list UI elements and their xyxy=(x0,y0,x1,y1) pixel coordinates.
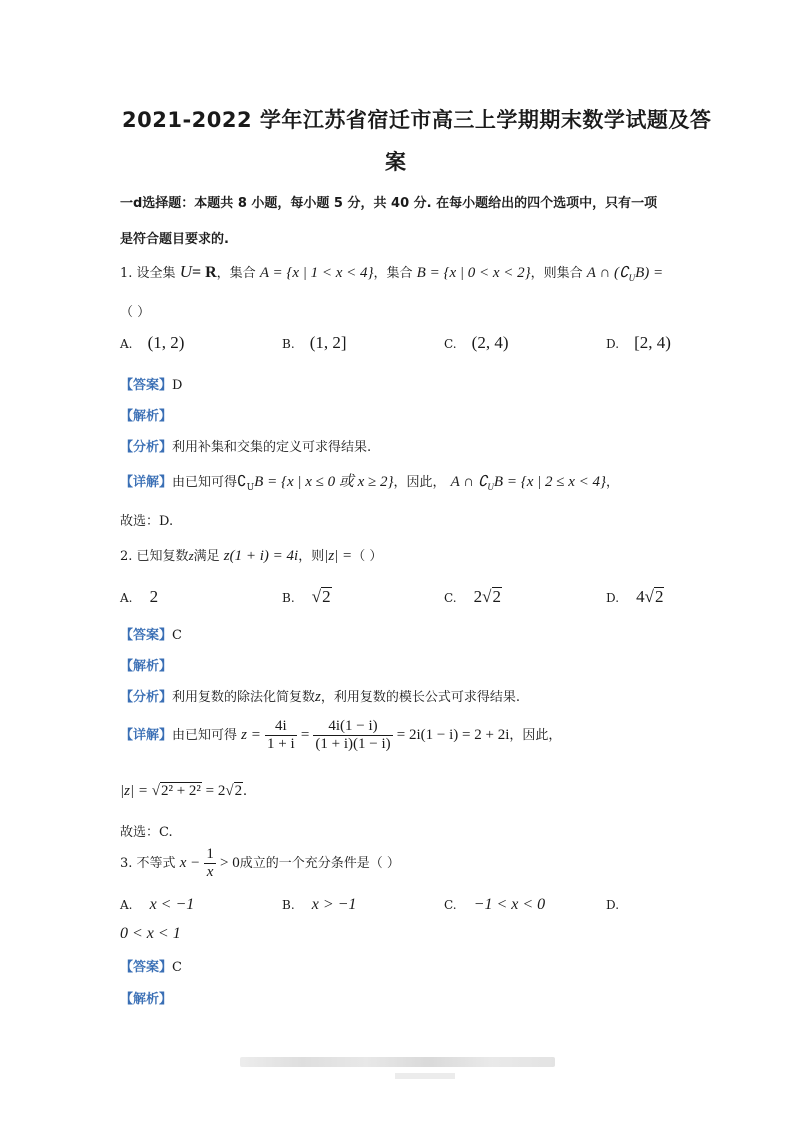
q2-choose: 故选：C. xyxy=(120,825,173,840)
q3-option-b: B. x > −1 xyxy=(282,896,357,913)
q2-option-d-value: 4√2 xyxy=(636,587,664,606)
q2-fraction-1: $\frac{4i}{1 + i}$ xyxy=(267,718,295,752)
q3-option-a: A. x < −1 xyxy=(120,896,195,913)
q2-modulus: |z| = xyxy=(324,548,353,564)
q2-option-c: C. 2√2 xyxy=(444,587,502,606)
q3-option-c-value: −1 < x < 0 xyxy=(473,896,546,913)
q2-radicand: 2² + 2² xyxy=(160,783,201,799)
q2-stem: 2. 已知复数z满足 z(1 + i) = 4i，则|z| =（ ） xyxy=(120,548,383,564)
q1-option-c-value: (2, 4) xyxy=(471,333,509,352)
q1-option-b: B. (1, 2] xyxy=(282,333,347,352)
q2-option-b-value: √2 xyxy=(311,587,331,606)
q1-option-a-value: (1, 2) xyxy=(147,333,185,352)
q2-fraction-2: $\frac{4i(1 - i)}{(1 + i)(1 - i)}$ xyxy=(315,718,391,752)
q3-answer: 【答案】C xyxy=(120,960,182,975)
section-heading-line2: 是符合题目要求的. xyxy=(120,232,229,247)
q2-modulus-calc: |z| = √2² + 2² = 2√2. xyxy=(120,783,247,799)
q1-option-d-value: [2, 4) xyxy=(634,333,671,352)
q1-detail: 【详解】由已知可得$∁_UB = \{x$ | x ≤ 0 或 x ≥ 2}，因此， A ∩ $∁_UB = \{x$ | 2 ≤ x < 4}， xyxy=(120,474,619,494)
q3-option-d: D. xyxy=(606,898,620,912)
q2-fenxi: 【分析】利用复数的除法化简复数z，利用复数的模长公式可求得结果. xyxy=(120,689,521,705)
q3-fraction: $\frac{1}{x}$ xyxy=(206,846,214,880)
q1-comma2: ，集合 xyxy=(373,266,413,281)
q2-detail: 【详解】由已知可得 z = $\frac{4i}{1 + i}$ = $\frac{4i(1 - i)}{(1 + i)(1 - i)}$ = 2i(1 − i) = 2 + 2i，因此， xyxy=(120,718,562,752)
doc-title-line1: 2021-2022 学年江苏省宿迁市高三上学期期末数学试题及答 xyxy=(122,108,712,132)
footer-watermark xyxy=(240,1057,555,1067)
q2-option-d: D. 4√2 xyxy=(606,587,664,606)
q1-eq-R: = R xyxy=(191,264,217,281)
q1-option-b-value: (1, 2] xyxy=(309,333,347,352)
q1-comma3: ，则集合 xyxy=(530,266,583,281)
q1-comma1: ，集合 xyxy=(216,266,256,281)
q1-option-d: D. [2, 4) xyxy=(606,333,671,352)
q3-option-a-value: x < −1 xyxy=(149,896,195,913)
q1-choose: 故选：D. xyxy=(120,514,174,529)
q2-analysis-tag: 【解析】 xyxy=(120,659,173,674)
q1-result-set: A ∩ $∁_UB = \{x$ | 2 ≤ x < 4} xyxy=(450,474,606,492)
doc-title-line2: 案 xyxy=(385,150,407,174)
q2-simplified: = 2i(1 − i) = 2 + 2i xyxy=(396,727,510,743)
footer-watermark-small xyxy=(395,1073,455,1079)
q2-option-a: A. 2 xyxy=(120,587,159,606)
q2-equation: z(1 + i) = 4i xyxy=(223,548,299,564)
q1-target: A ∩ $(∁_UB)$ = xyxy=(586,265,664,283)
q1-number: 1. xyxy=(120,266,133,281)
q3-option-d-value: 0 < x < 1 xyxy=(120,925,181,942)
section-heading-line1: 一d选择题：本题共 8 小题，每小题 5 分，共 40 分. 在每小题给出的四个选项中，只有一项 xyxy=(120,196,658,211)
q1-text-universal: 设全集 xyxy=(136,266,176,281)
q3-option-b-value: x > −1 xyxy=(311,896,357,913)
q1-fenxi: 【分析】利用补集和交集的定义可求得结果. xyxy=(120,440,372,455)
q2-option-c-value: 2√2 xyxy=(473,587,502,606)
q1-U: U xyxy=(179,262,192,281)
q1-analysis-tag: 【解析】 xyxy=(120,409,173,424)
q2-option-a-value: 2 xyxy=(149,587,159,606)
q1-answer: 【答案】D xyxy=(120,378,183,393)
q2-answer: 【答案】C xyxy=(120,628,182,643)
q1-paren: （ ） xyxy=(120,305,151,320)
q2-option-b: B. √2 xyxy=(282,587,331,606)
q3-analysis-tag: 【解析】 xyxy=(120,992,173,1007)
q1-option-a: A. (1, 2) xyxy=(120,333,185,352)
q3-stem: 3. 不等式 x − $\frac{1}{x}$ > 0成立的一个充分条件是（ ） xyxy=(120,846,400,880)
q1-set-A: A = {x | 1 < x < 4} xyxy=(259,265,374,281)
q3-option-c: C. −1 < x < 0 xyxy=(444,896,546,913)
q1-option-c: C. (2, 4) xyxy=(444,333,509,352)
q1-set-B: B = {x | 0 < x < 2} xyxy=(416,265,531,281)
q1-complement-set: B = {x | x ≤ 0 或 x ≥ 2} xyxy=(254,474,394,490)
q1-stem xyxy=(120,262,663,283)
